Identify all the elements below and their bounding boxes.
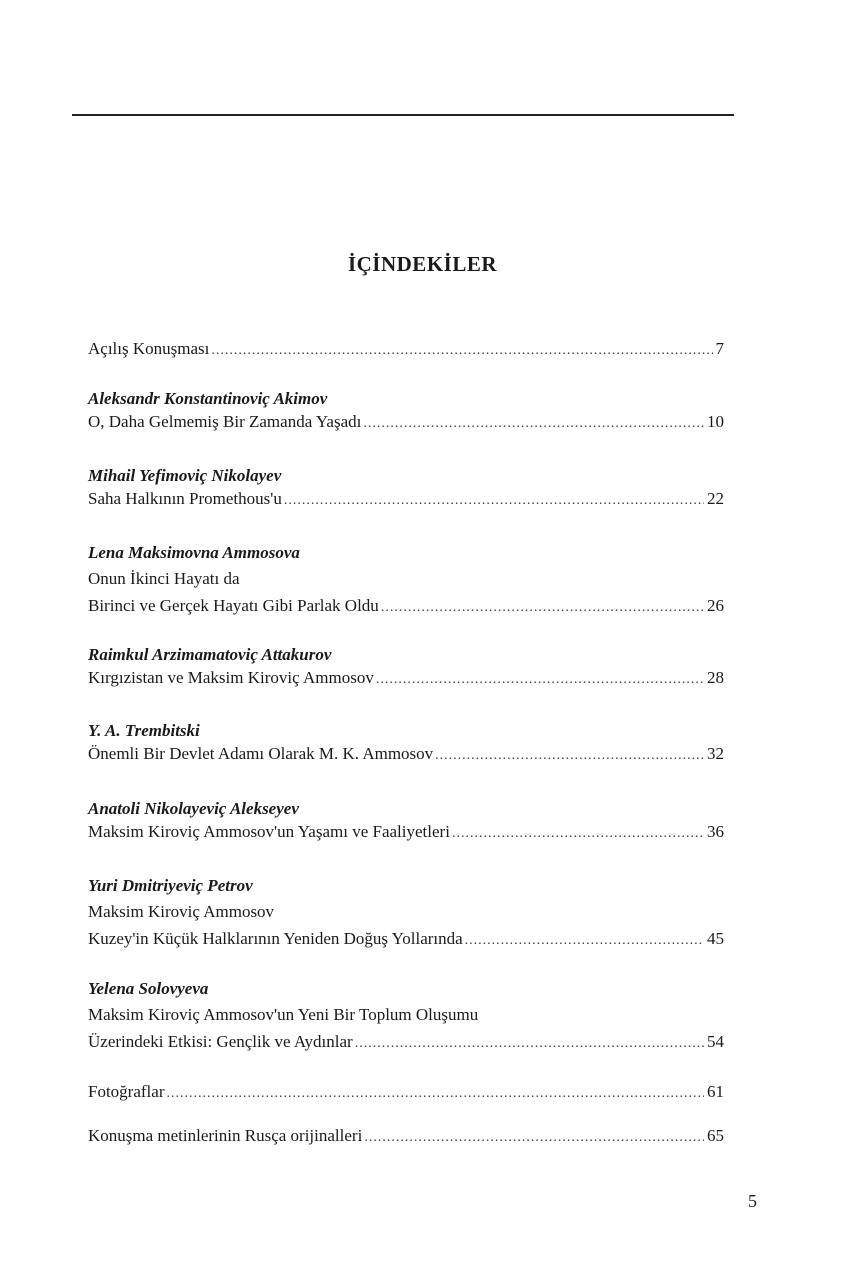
toc-entry-ammosova: [88, 541, 724, 617]
toc-subtitle-line: Maksim Kiroviç Ammosov: [88, 902, 275, 921]
toc-entry-fotograflar: [88, 1080, 724, 1103]
toc-page: 10: [707, 412, 724, 431]
toc-entry-solovyeva: [88, 977, 724, 1053]
toc-page: 26: [707, 596, 724, 615]
toc-subtitle-line: Onun İkinci Hayatı da: [88, 569, 240, 588]
toc-author: Raimkul Arzimamatoviç Attakurov: [88, 645, 332, 664]
toc-title-line: [88, 1080, 724, 1103]
toc-page: 61: [707, 1082, 724, 1101]
toc-entry-attakurov: [88, 643, 724, 689]
toc-title-line: [88, 666, 724, 689]
header-rule: [72, 114, 734, 116]
toc-author: Aleksandr Konstantinoviç Akimov: [88, 389, 328, 408]
toc-title-line: [88, 1030, 724, 1053]
toc-entry-petrov: [88, 874, 724, 950]
toc-title: Üzerindeki Etkisi: Gençlik ve Aydınlar: [88, 1032, 353, 1051]
toc-heading: İÇİNDEKİLER: [347, 252, 498, 276]
leader-dots: [363, 412, 704, 435]
leader-dots: [166, 1082, 704, 1105]
toc-author: Y. A. Trembitski: [88, 721, 200, 740]
toc-author: Anatoli Nikolayeviç Alekseyev: [88, 799, 299, 818]
toc-page: 36: [707, 822, 724, 841]
toc-entry-aciilis: [88, 337, 724, 360]
toc-title: Açılış Konuşması: [88, 339, 210, 358]
leader-dots: [211, 339, 712, 362]
toc-title: Maksim Kiroviç Ammosov'un Yaşamı ve Faaliyetleri: [88, 822, 450, 841]
toc-title-line: [88, 487, 724, 510]
toc-title-line: [88, 337, 724, 360]
toc-entry-alekseyev: [88, 797, 724, 843]
toc-title-line: [88, 742, 724, 765]
toc-page: 7: [715, 339, 724, 358]
toc-author: Yelena Solovyeva: [88, 979, 209, 998]
toc-title-line: [88, 594, 724, 617]
toc-entry-nikolayev: [88, 464, 724, 510]
toc-title: Kırgızistan ve Maksim Kiroviç Ammosov: [88, 668, 374, 687]
leader-dots: [435, 744, 704, 767]
toc-author: Lena Maksimovna Ammosova: [88, 543, 300, 562]
page-number: 5: [748, 1191, 757, 1211]
toc-title: Kuzey'in Küçük Halklarının Yeniden Doğuş Yollarında: [88, 929, 463, 948]
toc-title: Önemli Bir Devlet Adamı Olarak M. K. Ammosov: [88, 744, 434, 763]
toc-page: 45: [707, 929, 724, 948]
toc-title: O, Daha Gelmemiş Bir Zamanda Yaşadı: [88, 412, 362, 431]
toc-author: Mihail Yefimoviç Nikolayev: [88, 466, 282, 485]
toc-page: 32: [707, 744, 724, 763]
leader-dots: [376, 668, 704, 691]
leader-dots: [364, 1126, 704, 1149]
leader-dots: [355, 1032, 704, 1055]
leader-dots: [465, 929, 704, 952]
toc-entry-trembitski: [88, 719, 724, 765]
toc-title-line: [88, 1124, 724, 1147]
leader-dots: [452, 822, 704, 845]
toc-title: Birinci ve Gerçek Hayatı Gibi Parlak Oldu: [88, 596, 379, 615]
toc-author: Yuri Dmitriyeviç Petrov: [88, 876, 253, 895]
toc-title-line: [88, 927, 724, 950]
toc-subtitle-line: Maksim Kiroviç Ammosov'un Yeni Bir Toplum Oluşumu: [88, 1005, 479, 1024]
toc-title: Konuşma metinlerinin Rusça orijinalleri: [88, 1126, 363, 1145]
leader-dots: [381, 596, 704, 619]
toc-page: 28: [707, 668, 724, 687]
toc-entry-rusca: [88, 1124, 724, 1147]
toc-page: 54: [707, 1032, 724, 1051]
toc-title-line: [88, 820, 724, 843]
toc-title: Saha Halkının Promethous'u: [88, 489, 282, 508]
toc-title: Fotoğraflar: [88, 1082, 165, 1101]
toc-title-line: [88, 410, 724, 433]
toc-page: 22: [707, 489, 724, 508]
leader-dots: [284, 489, 704, 512]
toc-page: 65: [707, 1126, 724, 1145]
toc-entry-akimov: [88, 387, 724, 433]
